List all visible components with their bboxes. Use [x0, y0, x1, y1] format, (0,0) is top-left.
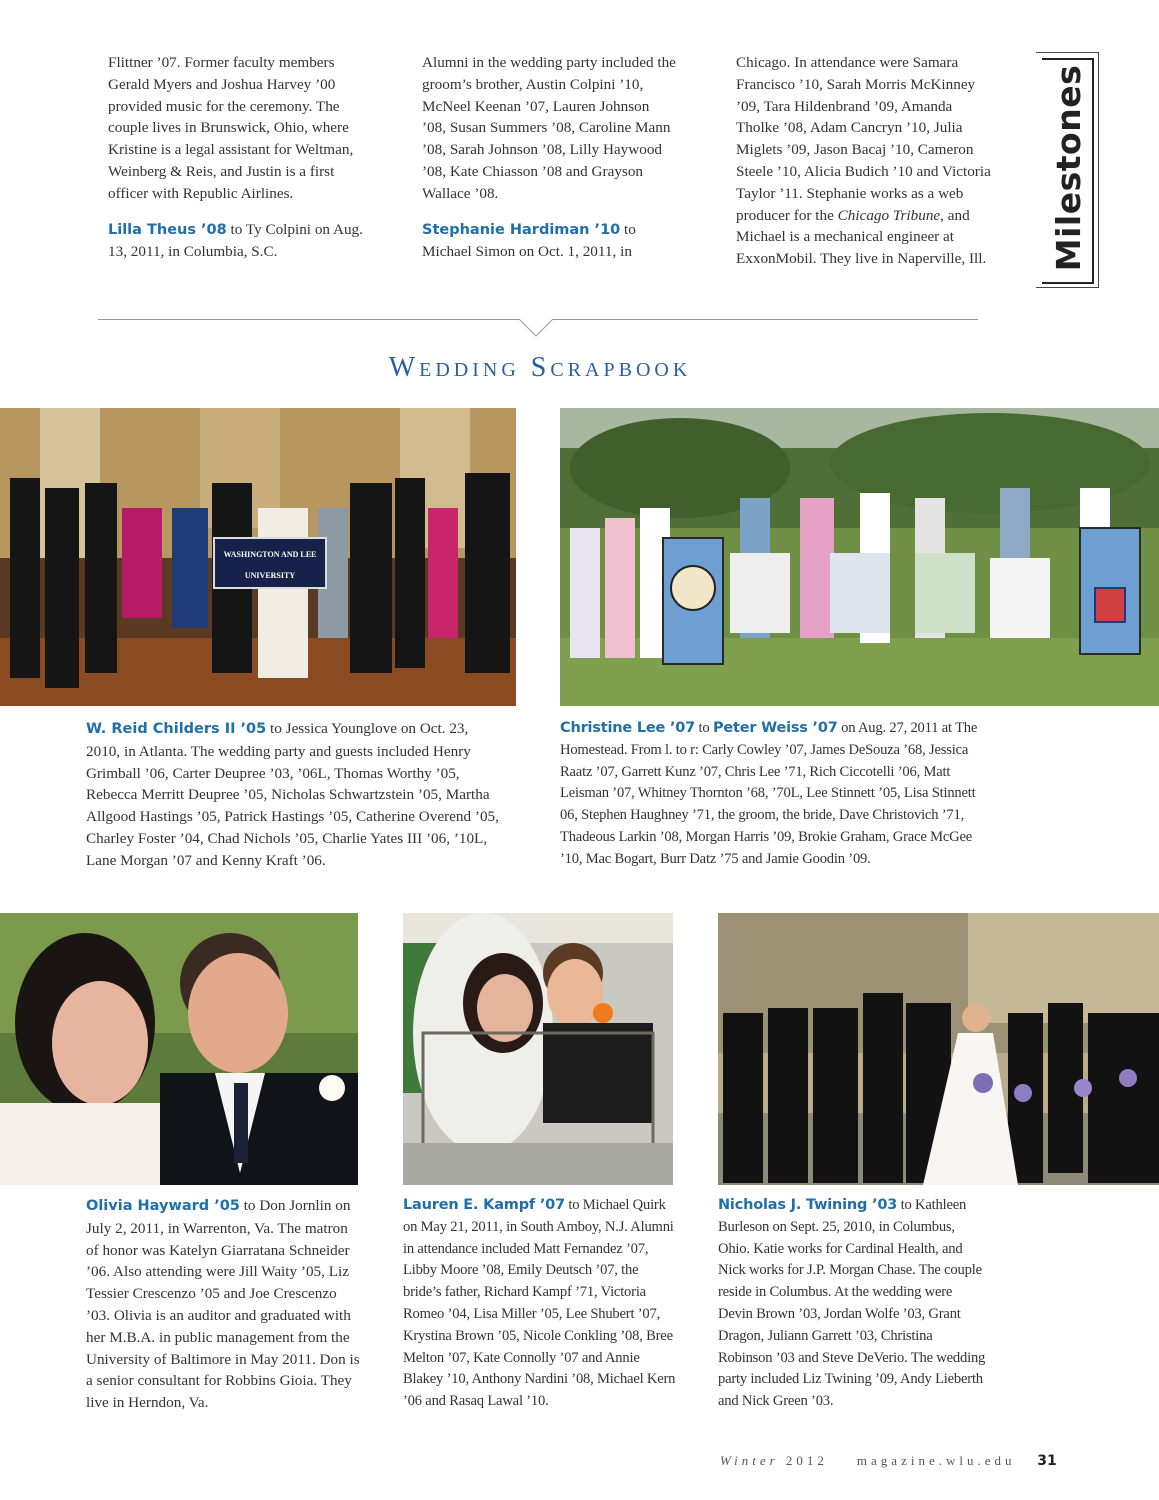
caption-lee-weiss: [560, 718, 992, 871]
caption-text: to Kathleen Burleson on Sept. 25, 2010, in Columbus, Ohio. Katie works for Cardinal Health, and Nick works for J.P. Morgan Chase. The couple reside in Columbus. At the wedding were Devin Brown ’03, Jordan Wolfe ’03, Grant Dragon, Juliann Garrett ’03, Christina Robinson ’03 and Steve DeVerio. The wedding party included Liz Twining ’09, Andy Lieberth and Nick Green ’03.: [718, 1197, 986, 1410]
section-tab: [1036, 52, 1102, 288]
photo-twining-wedding: [718, 913, 1159, 1185]
banner-line-1: WASHINGTON AND LEE: [223, 550, 317, 559]
column-paragraph: Flittner ’07. Former faculty members Gerald Myers and Joshua Harvey ’00 provided music for the ceremony. The couple lives in Brunswick, Ohio, where Kristine is a legal assistant for Weltman, Weinberg & Reis, and Justin is a first officer with Republic Airlines.: [108, 54, 354, 202]
alumni-name: Lauren E. Kampf ’07: [403, 1197, 565, 1213]
photo-childers-wedding: [0, 408, 516, 706]
footer-site: magazine.wlu.edu: [856, 1453, 1016, 1468]
alumni-name: W. Reid Childers II ’05: [86, 721, 267, 737]
text-column-3: [736, 52, 998, 284]
section-title: Wedding Scrapbook: [388, 352, 692, 383]
announcement-paragraph: [422, 219, 677, 264]
divider-notch: [519, 305, 553, 339]
caption-childers: [86, 718, 506, 872]
announcement-paragraph: [108, 219, 370, 264]
text-column-1: [108, 52, 370, 277]
photo-kampf-wedding: [403, 913, 673, 1185]
caption-kampf: [403, 1195, 678, 1413]
photo-hayward-wedding: [0, 913, 358, 1185]
footer-year: 2012: [785, 1453, 828, 1468]
caption-text: to Don Jornlin on July 2, 2011, in Warrenton, Va. The matron of honor was Katelyn Giarratana Schneider ’06. Also attending were Jill Waity ’05, Liz Tessier Crescenzo ’05 and Joe Crescenzo ’03. Olivia is an auditor and graduated with her M.B.A. in public management from the University of Baltimore in May 2011. Don is a senior consultant for Robbins Gioia. They live in Herndon, Va.: [86, 1197, 360, 1412]
page-number: 31: [1037, 1453, 1057, 1469]
caption-text: to: [695, 720, 713, 736]
alumni-name: Stephanie Hardiman ’10: [422, 221, 621, 238]
publication-name: Chicago Tribune: [837, 206, 941, 224]
alumni-name: Peter Weiss ’07: [712, 720, 838, 736]
page-footer: [720, 1453, 1090, 1469]
announcement-text: to Michael Simon on Oct. 1, 2011, in: [422, 220, 636, 261]
caption-text: on Aug. 27, 2011 at The Homestead. From l. to r: Carly Cowley ’07, James DeSouza ’68, Jessica Raatz ’07, Garrett Kunz ’07, Chris Lee ’71, Rich Ciccotelli ’06, Matt Leisman ’07, Whitney Thornton ’68, ’70L, Lee Stinnett ’05, Lisa Stinnett 06, Stephen Haughney ’71, the groom, the bride, Dave Christovich ’71, Thadeous Larkin ’08, Morgan Harris ’09, Brokie Graham, Grace McGee ’10, Mac Bogart, Burr Datz ’75 and Jamie Goodin ’09.: [560, 720, 978, 867]
announcement-text: to Ty Colpini on Aug. 13, 2011, in Columbia, S.C.: [108, 220, 363, 261]
column-paragraph: [736, 52, 998, 270]
column-paragraph: Alumni in the wedding party included the groom’s brother, Austin Colpini ’10, McNeel Keenan ’07, Lauren Johnson ’08, Susan Summers ’08, Caroline Mann ’08, Sarah Johnson ’08, Lilly Haywood ’08, Kate Chiasson ’08 and Grayson Wallace ’08.: [422, 54, 676, 202]
section-tab-label: Milestones: [1049, 64, 1088, 272]
footer-season: Winter: [720, 1453, 779, 1468]
caption-text: to Jessica Younglove on Oct. 23, 2010, in Atlanta. The wedding party and guests included Henry Grimball ’06, Carter Deupree ’03, ’06L, Thomas Worthy ’05, Rebecca Merritt Deupree ’05, Nicholas Schwartzstein ’05, Martha Allgood Hastings ’05, Patrick Hastings ’05, Catherine Overend ’05, Charley Foster ’04, Chad Nichols ’05, Charlie Yates III ’06, ’10L, Lane Morgan ’07 and Kenny Kraft ’06.: [86, 720, 499, 869]
photo-lee-weiss-wedding: [560, 408, 1159, 706]
alumni-name: Nicholas J. Twining ’03: [718, 1197, 898, 1213]
alumni-name: Lilla Theus ’08: [108, 221, 227, 238]
column-text: Chicago. In attendance were Samara Francisco ’10, Sarah Morris McKinney ’09, Tara Hildenbrand ’09, Amanda Tholke ’08, Adam Cancryn ’10, Julia Miglets ’09, Jason Bacaj ’10, Cameron Steele ’10, Alicia Budich ’10 and Victoria Taylor ’11. Stephanie works as a web producer for the: [736, 54, 991, 224]
alumni-name: Olivia Hayward ’05: [86, 1198, 240, 1214]
banner-line-2: UNIVERSITY: [244, 571, 296, 580]
text-column-2: [422, 52, 677, 277]
caption-text: to Michael Quirk on May 21, 2011, in South Amboy, N.J. Alumni in attendance included Matt Fernandez ’07, Libby Moore ’08, Emily Deutsch ’07, the bride’s father, Richard Kampf ’71, Victoria Romeo ’04, Lisa Miller ’05, Lee Shubert ’07, Krystina Brown ’05, Nicole Conkling ’08, Bree Melton ’07, Kate Connolly ’07 and Annie Blakey ’10, Anthony Nardini ’08, Michael Kern ’06 and Rasaq Lawal ’10.: [403, 1197, 676, 1410]
caption-hayward: [86, 1195, 361, 1414]
caption-twining: [718, 1195, 990, 1413]
column-text: , and Michael is a mechanical engineer at ExxonMobil. They live in Naperville, Ill.: [736, 206, 987, 268]
alumni-name: Christine Lee ’07: [560, 720, 696, 736]
